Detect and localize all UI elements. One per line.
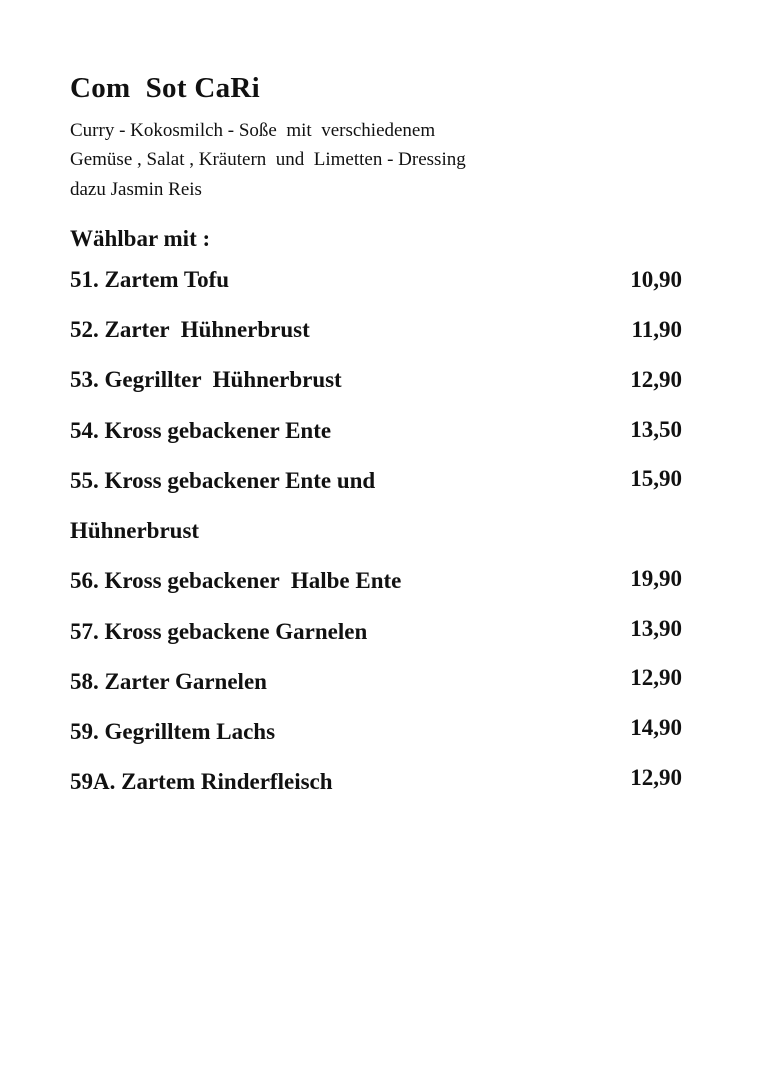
menu-item-name: 51. Zartem Tofu xyxy=(70,267,230,292)
dish-description-line: Curry - Kokosmilch - Soße mit verschiedenem xyxy=(70,120,436,141)
menu-item-price: 11,90 xyxy=(631,317,682,342)
menu-item-name: 52. Zarter Hühnerbrust xyxy=(70,317,310,342)
menu-item-name: 56. Kross gebackener Halbe Ente xyxy=(70,568,402,593)
menu-item-price: 12,90 xyxy=(630,367,682,392)
menu-item-price: 10,90 xyxy=(630,267,682,292)
menu-item-name: 53. Gegrillter Hühnerbrust xyxy=(70,367,342,392)
menu-item-name: 59. Gegrilltem Lachs xyxy=(70,719,276,744)
menu-item-price: 12,90 xyxy=(630,665,682,690)
menu-item-price: 15,90 xyxy=(630,466,682,491)
menu-item-name: 59A. Zartem Rinderfleisch xyxy=(70,769,333,794)
menu-item-price: 12,90 xyxy=(630,765,682,790)
dish-title: Com Sot CaRi xyxy=(70,72,260,104)
choice-heading: Wählbar mit : xyxy=(70,226,211,251)
dish-description-line: Gemüse , Salat , Kräutern und Limetten - Dressing xyxy=(70,149,466,170)
menu-item-price: 13,90 xyxy=(630,616,682,641)
menu-item-name: 54. Kross gebackener Ente xyxy=(70,418,332,443)
menu-item-name: 55. Kross gebackener Ente und xyxy=(70,468,376,493)
menu-item-name: 58. Zarter Garnelen xyxy=(70,669,267,694)
menu-item-price: 14,90 xyxy=(630,715,682,740)
dish-description-line: dazu Jasmin Reis xyxy=(70,179,202,200)
menu-item-name-continued: Hühnerbrust xyxy=(70,518,200,543)
menu-item-price: 19,90 xyxy=(630,566,682,591)
menu-item-name: 57. Kross gebackene Garnelen xyxy=(70,619,368,644)
menu-item-price: 13,50 xyxy=(630,417,682,442)
